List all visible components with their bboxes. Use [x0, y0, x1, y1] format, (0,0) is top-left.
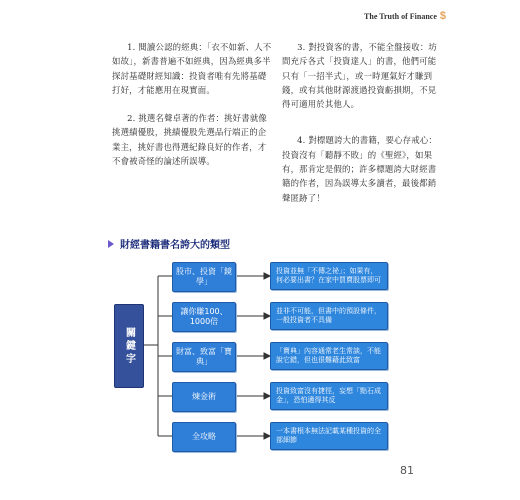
- dollar-icon: $: [439, 10, 446, 22]
- section-title-text: 財經書籍書名誇大的類型: [120, 240, 230, 251]
- description-box-5: 一本書根本無法記載某種投資的全部細節: [270, 422, 388, 450]
- description-box-3: 「寶典」內容通常老生常談，不能說它錯，但也很難藉此致富: [270, 342, 388, 370]
- header-title: The Truth of Finance: [364, 11, 437, 21]
- description-box-1: 投資並無「不傳之祕」；如果有，何必要出書？在家中買賣股票即可: [270, 262, 388, 290]
- category-box-5: 全攻略: [172, 422, 236, 452]
- page-number: 81: [400, 464, 414, 477]
- running-header: [364, 10, 446, 22]
- section-title: [108, 236, 230, 251]
- category-box-2: 讓你賺100、1000倍: [172, 302, 236, 332]
- right-column: [282, 40, 442, 205]
- paragraph-3: 3. 對投資客的書，不能全盤接收：坊間充斥各式「投資達人」的書，他們可能只有「一招半式」，或一時運氣好才賺到錢，或有其他財源渡過投資虧損期，不見得可適用於其他人。: [282, 42, 437, 110]
- category-box-4: 煉金術: [172, 382, 236, 412]
- paragraph-1: 1. 閱讀公認的經典：「衣不如新、人不如故」，新書普遍不如經典，因為經典多半探討基礎財經知識：投資者唯有先將基礎打好，才能應用在現實面。: [112, 42, 272, 95]
- category-box-1: 股市、投資「鏡學」: [172, 262, 236, 292]
- category-box-3: 財富、致富「寶典」: [172, 342, 236, 372]
- description-box-4: 投資致富沒有捷徑，妄想「點石成金」，恐怕適得其反: [270, 382, 388, 410]
- triangle-bullet-icon: [108, 240, 114, 248]
- description-box-2: 並非不可能，但書中的預設條件，一般投資者不具備: [270, 302, 388, 330]
- paragraph-4: 4. 對標題誇大的書籍，要心存戒心：投資沒有「聽靜不敗」的《聖經》，如果有，那肯定是假的；許多標題誇大財經書籍的作者，因為誤導太多讀者，最後都銷聲匿跡了！: [282, 135, 437, 203]
- left-column: [112, 40, 272, 168]
- paragraph-2: 2. 挑選名聲卓著的作者：挑好書就像挑選績優股，挑績優股先選品行端正的企業主，挑好書也得選紀錄良好的作者，才不會被奇怪的論述所誤導。: [112, 113, 267, 167]
- key-box: 關鍵字: [114, 304, 144, 388]
